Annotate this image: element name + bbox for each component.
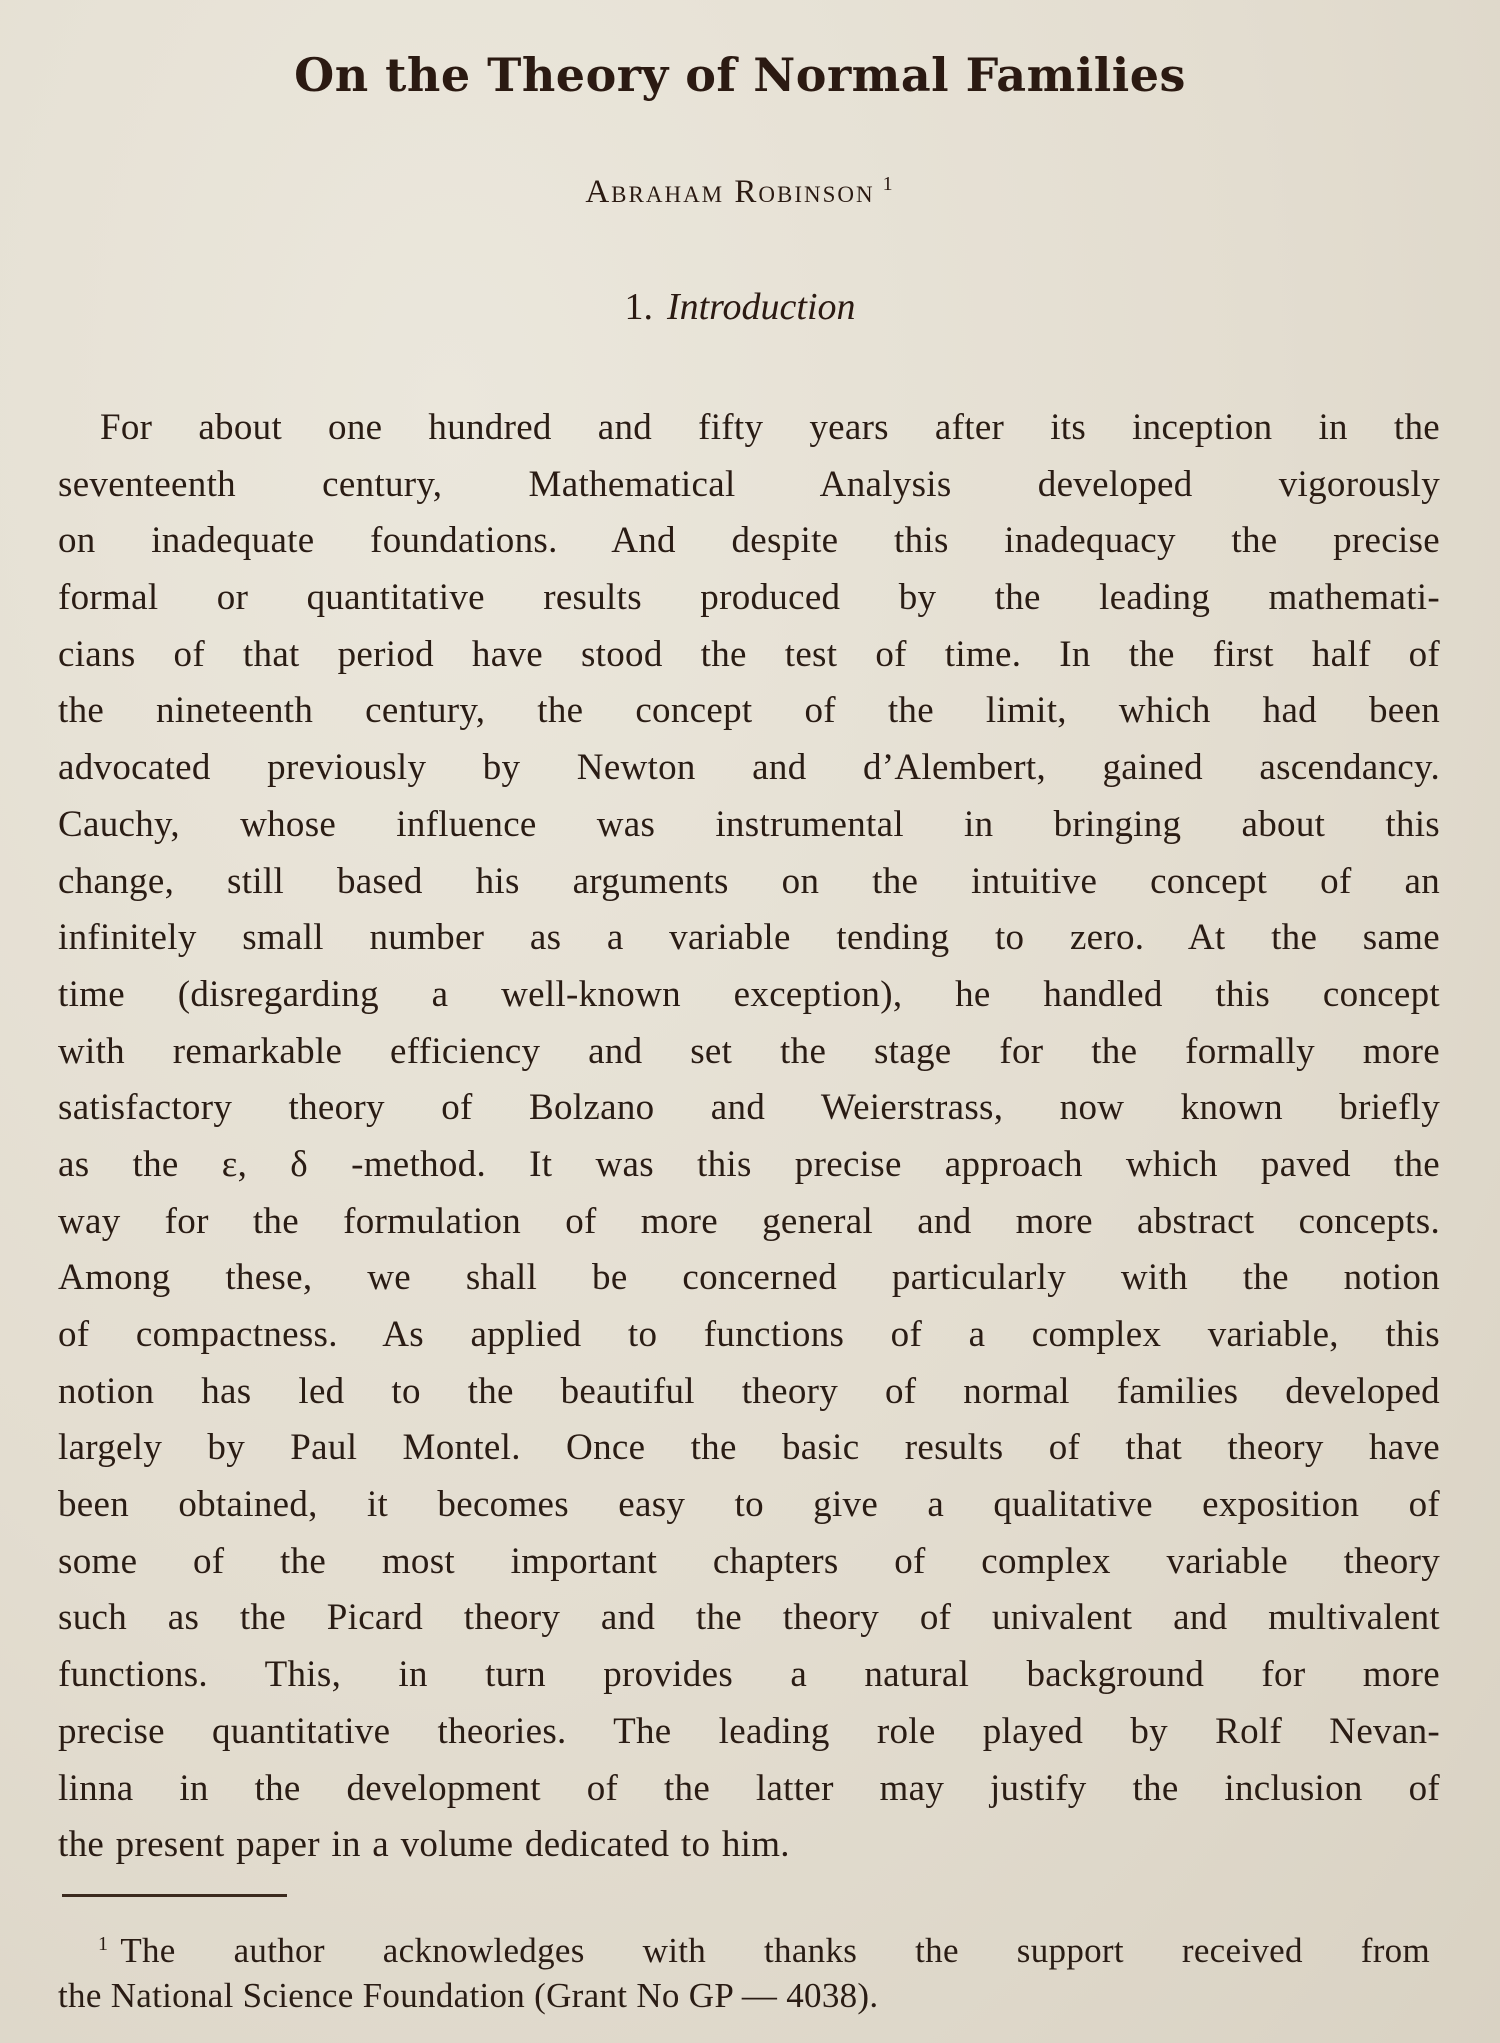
text-line: Cauchy, whose influence was instrumental in bringing about this: [58, 803, 1440, 845]
text-line: For about one hundred and fifty years after its inception in the: [100, 407, 1440, 448]
text-line: Among these, we shall be concerned particularly with the notion: [58, 1257, 1440, 1299]
text-line: linna in the development of the latter may justify the inclusion of: [58, 1767, 1440, 1809]
text-line: on inadequate foundations. And despite this inadequacy the precise: [58, 520, 1440, 562]
text-line: been obtained, it becomes easy to give a qualitative exposition of: [58, 1484, 1440, 1526]
text-line: time (disregarding a well-known exception), he handled this concept: [58, 973, 1440, 1015]
footnote-marker: 1: [98, 1933, 109, 1955]
text-line: functions. This, in turn provides a natural background for more: [58, 1654, 1440, 1696]
text-line: advocated previously by Newton and d’Alembert, gained ascendancy.: [58, 747, 1440, 789]
text-line: notion has led to the beautiful theory of normal families developed: [58, 1370, 1440, 1412]
text-line: as the ε, δ -method. It was this precise approach which paved the: [58, 1143, 1440, 1185]
section-number: 1.: [624, 286, 653, 328]
text-line: with remarkable efficiency and set the stage for the formally more: [58, 1030, 1440, 1072]
footnote-line-text: The author acknowledges with thanks the support received from: [120, 1931, 1430, 1970]
text-line: infinitely small number as a variable tending to zero. At the same: [58, 917, 1440, 959]
text-line: way for the formulation of more general and more abstract concepts.: [58, 1200, 1440, 1242]
footnote-divider: [62, 1894, 287, 1897]
section-heading: [0, 285, 1490, 329]
text-line: cians of that period have stood the test of time. In the first half of: [58, 633, 1440, 675]
author-name: [0, 173, 1490, 211]
text-line: seventeenth century, Mathematical Analysis developed vigorously: [58, 463, 1440, 505]
author-footnote-marker: 1: [882, 173, 895, 195]
text-line: precise quantitative theories. The leading role played by Rolf Nevan-: [58, 1710, 1440, 1752]
author-name-text: Abraham Robinson: [585, 174, 875, 210]
text-line: some of the most important chapters of complex variable theory: [58, 1540, 1440, 1582]
section-title: Introduction: [666, 286, 856, 328]
text-line: such as the Picard theory and the theory of univalent and multivalent: [58, 1597, 1440, 1639]
text-line: change, still based his arguments on the intuitive concept of an: [58, 860, 1440, 902]
footnote-line: the National Science Foundation (Grant No GP — 4038).: [58, 1976, 879, 2015]
introduction-paragraph: [58, 400, 1440, 1874]
text-line: largely by Paul Montel. Once the basic results of that theory have: [58, 1427, 1440, 1469]
text-line: formal or quantitative results produced by the leading mathemati-: [58, 577, 1440, 619]
text-line: satisfactory theory of Bolzano and Weierstrass, now known briefly: [58, 1087, 1440, 1129]
footnote: [58, 1918, 1430, 2022]
text-line: the nineteenth century, the concept of the limit, which had been: [58, 690, 1440, 732]
text-line: of compactness. As applied to functions of a complex variable, this: [58, 1314, 1440, 1355]
text-line: the present paper in a volume dedicated to him.: [58, 1824, 790, 1866]
paper-title: On the Theory of Normal Families: [294, 48, 1186, 102]
footnote-line: [58, 1918, 1430, 1970]
